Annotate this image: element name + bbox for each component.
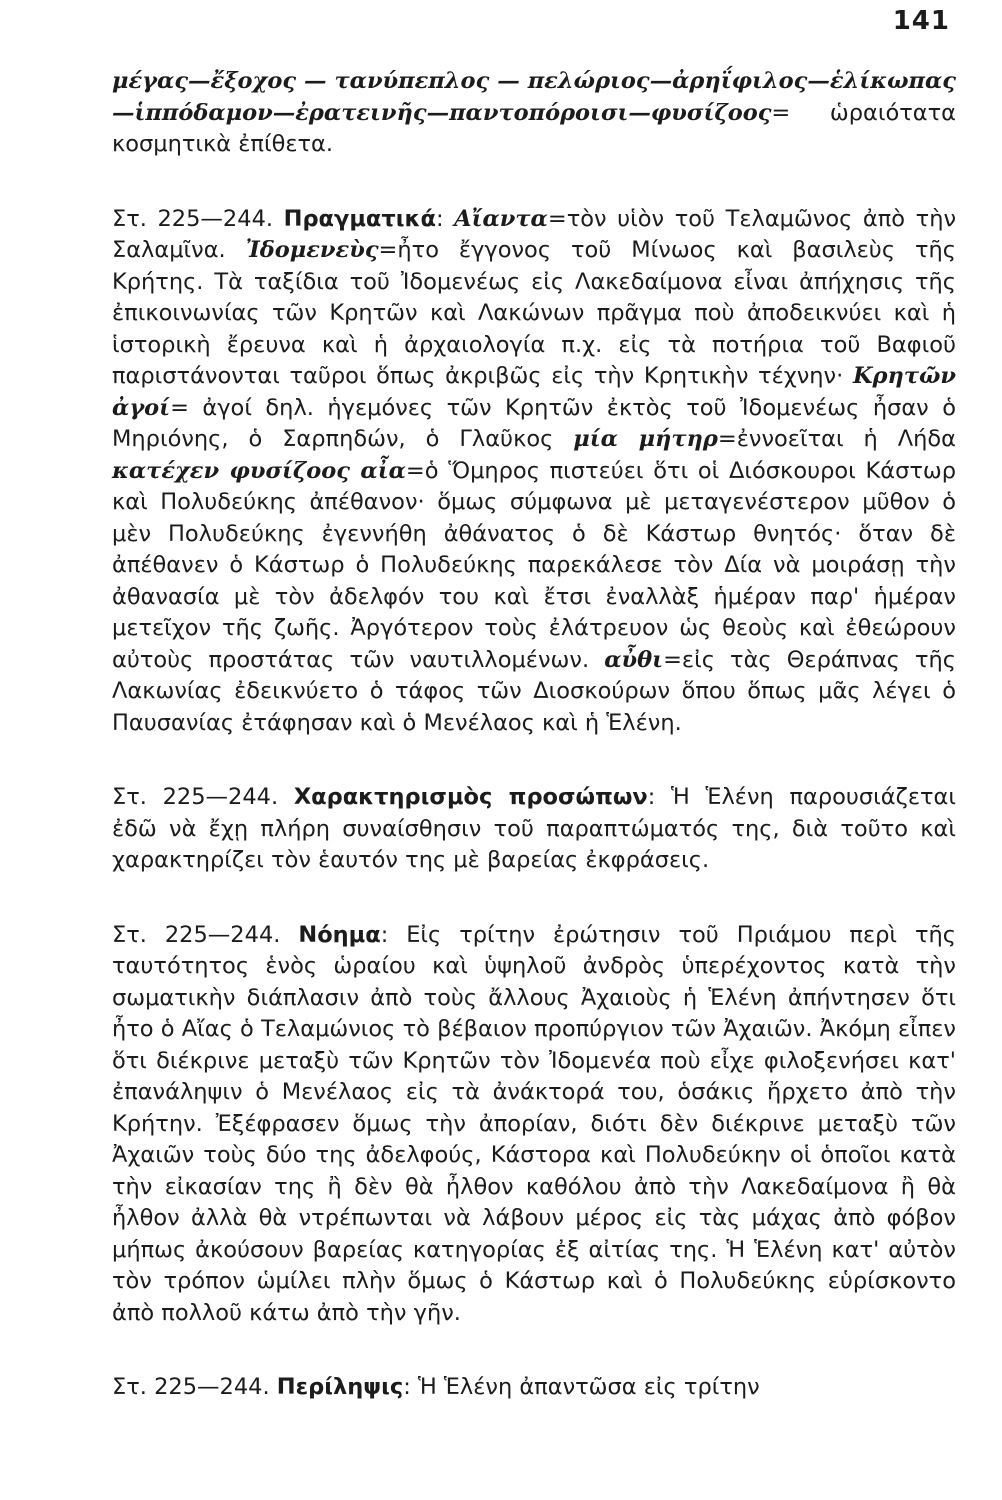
epithets-paragraph <box>112 66 956 161</box>
paragraph-text: : Εἰς τρίτην ἐρώτησιν τοῦ Πριάμου περὶ τῆς ταυτότητος ἑνὸς ὡραίου καὶ ὑψηλοῦ ἀνδρὸς ὑπερέχοντος κατὰ τὴν σωματικὴν διάπλασιν ἀπὸ τοὺς ἄλλους Ἀχαιοὺς ἡ Ἑλένη ἀπήντησεν ὅτι ἦτο ὁ Αἴας ὁ Τελαμώνιος τὸ βέβαιον προπύργιον τῶν Ἀχαιῶν. Ἀκόμη εἶπεν ὅτι διέκρινε μεταξὺ τῶν Κρητῶν τὸν Ἰδομενέα ποὺ εἶχε φιλοξενήσει κατ' ἐπανάληψιν ὁ Μενέλαος εἰς τὰ ἀνάκτορά του, ὁσάκις ἤρχετο ἀπὸ τὴν Κρήτην. Ἐξέφρασεν ὅμως τὴν ἀπορίαν, διότι δὲν διέκρινε μεταξὺ τῶν Ἀχαιῶν τοὺς δύο της ἀδελφούς, Κάστορα καὶ Πολυδεύκην οἱ ὁποῖοι κατὰ τὴν εἰκασίαν της ἢ δὲν θὰ ἦλθον καθόλου ἀπὸ τὴν Λακεδαίμονα ἢ θὰ ἦλθον ἀλλὰ θὰ ντρέπωνται νὰ λάβουν μέρος εἰς τὰς μάχας ἀπὸ φόβον μήπως ἀκούσουν βαρείας κατηγορίας ἐξ αἰτίας της. Ἡ Ἑλένη κατ' αὐτὸν τὸν τρόπον ὡμίλει πλὴν ὅμως ὁ Κάστωρ καὶ ὁ Πολυδεύκης εὑρίσκοντο ἀπὸ πολλοῦ κάτω ἀπὸ τὴν γῆν. <box>112 921 956 1326</box>
section-heading: Περίληψις <box>276 1374 404 1400</box>
page-number: 141 <box>892 6 950 36</box>
verse-reference: Στ. 225—244. <box>112 205 284 232</box>
body-text <box>112 66 956 1404</box>
realia-paragraph <box>112 204 956 740</box>
lemma: Ἰδομενεὺς <box>245 237 379 263</box>
paragraph-text: : Ἡ Ἑλένη ἀπαντῶσα εἰς τρίτην <box>403 1374 760 1400</box>
paragraph-text: =εἰς τὰς Θεράπνας τῆς Λακωνίας ἐδεικνύετο ὁ τάφος τῶν Διοσκούρων ὅπου ὅπως μᾶς λέγει ὁ Παυσανίας ἐτάφησαν καὶ ὁ Μενέλαος καὶ ἡ Ἑλένη. <box>112 646 956 736</box>
section-heading: Χαρακτηρισμὸς προσώπων <box>293 784 648 810</box>
epithet-list: μέγας—ἔξοχος — τανύπεπλος — πελώριος—ἀρηΐφιλος—ἑλίκωπας —ἱππόδαμον—ἐρατεινῆς—παντοπόροισι—φυσίζοος <box>112 68 956 126</box>
lemma: Κρητῶν ἀγοί <box>112 363 956 421</box>
lemma: αὖθι <box>604 646 664 673</box>
summary-paragraph <box>112 1372 956 1404</box>
lemma: μία μήτηρ <box>573 426 718 452</box>
paragraph-text: : <box>435 205 455 232</box>
verse-reference: Στ. 225—244. <box>112 784 294 810</box>
verse-reference: Στ. 225—244. <box>112 1374 277 1400</box>
lemma: κατέχεν φυσίζοος αἶα <box>112 457 406 484</box>
paragraph-text: =ὁ Ὅμηρος πιστεύει ὅτι οἱ Διόσκουροι Κάστωρ καὶ Πολυδεύκης ἀπέθανον· ὅμως σύμφωνα μὲ μεταγενέστερον μῦθον ὁ μὲν Πολυδεύκης ἐγεννήθη ἀθάνατος ὁ δὲ Κάστωρ θνητός· ὅταν δὲ ἀπέθανεν ὁ Κάστωρ ὁ Πολυδεύκης παρεκάλεσε τὸν Δία νὰ μοιράσῃ τὴν ἀθανασία μὲ τὸν ἀδελφόν του καὶ ἔτσι ἐναλλὰξ ἡμέραν παρ' ἡμέραν μετεῖχον τῆς ζωῆς. Ἀργότερον τοὺς ἐλάτρευον ὡς θεοὺς καὶ ἐθεώρουν αὐτοὺς προστάτας τῶν ναυτιλλομένων. <box>112 457 956 673</box>
paragraph-text: = ὡραιότατα κοσμητικὰ ἐπίθετα. <box>112 99 956 157</box>
paragraph-text: =τὸν υἱὸν τοῦ Τελαμῶνος ἀπὸ τὴν Σαλαμῖνα. <box>112 205 957 263</box>
section-heading: Νόημα <box>298 921 381 948</box>
paragraph-text: : Ἡ Ἑλένη παρουσιάζεται ἐδῶ νὰ ἔχῃ πλήρη συναίσθησιν τοῦ παραπτώματός της, διὰ τοῦτο καὶ χαρακτηρίζει τὸν ἑαυτόν της μὲ βαρείας ἐκφράσεις. <box>112 784 956 873</box>
section-heading: Πραγματικά <box>283 205 436 232</box>
paragraph-text: =ἦτο ἔγγονος τοῦ Μίνωος καὶ βασιλεὺς τῆς Κρήτης. Τὰ ταξίδια τοῦ Ἰδομενέως εἰς Λακεδαίμονα εἶναι ἀπήχησις τῆς ἐπικοινωνίας τῶν Κρητῶν καὶ Λακώνων πρᾶγμα ποὺ ἀποδεικνύει καὶ ἡ ἱστορικὴ ἔρευνα καὶ ἡ ἀρχαιολογία π.χ. εἰς τὰ ποτήρια τοῦ Βαφιοῦ παριστάνονται ταῦροι ὅπως ἀκριβῶς εἰς τὴν Κρητικὴν τέχνην· <box>112 237 956 389</box>
characterization-paragraph <box>112 782 956 877</box>
paragraph-text: = ἀγοί δηλ. ἡγεμόνες τῶν Κρητῶν ἐκτὸς τοῦ Ἰδομενέως ἦσαν ὁ Μηριόνης, ὁ Σαρπηδών, ὁ Γλαῦκος <box>112 394 956 452</box>
meaning-paragraph <box>112 920 956 1330</box>
verse-reference: Στ. 225—244. <box>112 921 299 948</box>
paragraph-text: =ἐννοεῖται ἡ Λήδα <box>717 426 956 452</box>
lemma: Αἴαντα <box>454 205 548 232</box>
